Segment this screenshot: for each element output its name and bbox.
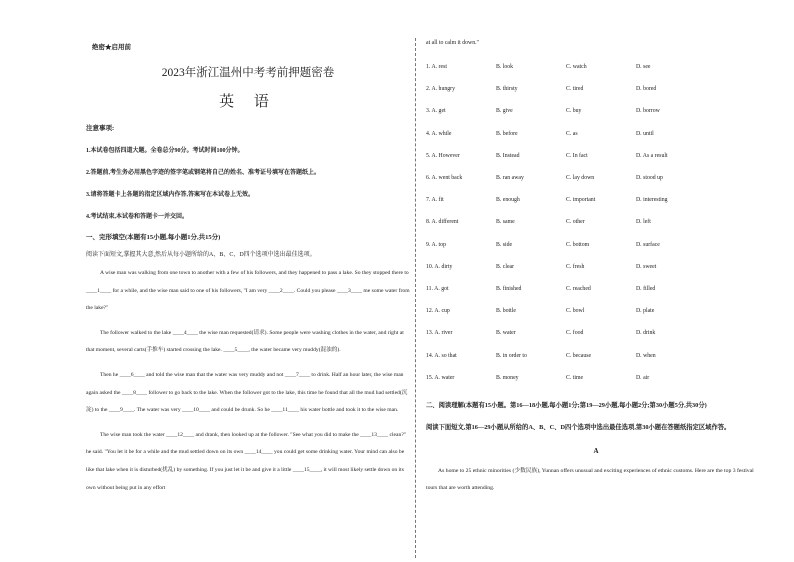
option-c: C. watch: [566, 64, 587, 71]
section2-heading: 二、阅读理解(本题有15小题。第16—18小题,每小题1分;第19—29小题,每小题2分;第30小题5分,共30分): [426, 401, 707, 409]
option-c: C. fresh: [566, 263, 585, 270]
option-row: [426, 300, 766, 322]
option-c: C. other: [566, 219, 585, 226]
notice-item-3: 3.请将答题卡上各题的指定区域内作答,答案写在本试卷上无效。: [86, 192, 255, 198]
option-b: B. finished: [496, 285, 522, 292]
exam-title: 2023年浙江温州中考考前押题密卷: [161, 67, 335, 79]
option-row: [426, 322, 766, 344]
option-b: B. side: [496, 241, 513, 248]
passage-letter: A: [593, 446, 599, 455]
option-b: B. clear: [496, 263, 515, 270]
option-c: C. lay down: [566, 175, 595, 182]
option-b: B. water: [496, 330, 516, 337]
option-row: [426, 56, 766, 78]
option-d: D. until: [636, 130, 654, 137]
option-c: C. bottom: [566, 241, 590, 248]
option-d: D. bored: [636, 86, 657, 93]
option-a: 1. A. rest: [426, 64, 447, 71]
option-a: 11. A. got: [426, 285, 449, 292]
option-c: C. time: [566, 374, 584, 381]
option-row: [426, 211, 766, 233]
left-column: [86, 38, 410, 497]
option-b: B. ran away: [496, 175, 524, 182]
option-a: 12. A. cup: [426, 308, 450, 315]
option-d: D. plate: [636, 308, 655, 315]
right-column: [426, 38, 766, 497]
option-b: B. money: [496, 374, 519, 381]
section1-heading: 一、完形填空(本题有15小题,每小题1分,共15分): [86, 234, 221, 241]
option-row: [426, 100, 766, 122]
option-row: [426, 367, 766, 389]
option-b: B. before: [496, 130, 518, 137]
option-a: 7. A. fit: [426, 197, 444, 204]
option-d: D. borrow: [636, 108, 660, 115]
option-d: D. surface: [636, 241, 660, 248]
option-c: C. tired: [566, 86, 584, 93]
option-a: 9. A. top: [426, 241, 446, 248]
option-b: B. bottle: [496, 308, 516, 315]
option-a: 6. A. went back: [426, 175, 463, 182]
option-row: [426, 189, 766, 211]
option-d: D. sweet: [636, 263, 657, 270]
option-d: D. As a result: [636, 152, 668, 159]
option-a: 4. A. while: [426, 130, 452, 137]
option-c: C. reached: [566, 285, 591, 292]
option-c: C. food: [566, 330, 584, 337]
option-b: B. Instead: [496, 152, 520, 159]
option-row: [426, 256, 766, 278]
option-row: [426, 123, 766, 145]
option-d: D. drink: [636, 330, 656, 337]
option-d: D. left: [636, 219, 651, 226]
option-row: [426, 78, 766, 100]
option-c: C. In fact: [566, 152, 588, 159]
option-b: B. look: [496, 64, 514, 71]
option-d: D. stood up: [636, 175, 663, 182]
notice-item-4: 4.考试结束,本试卷和答题卡一并交回。: [86, 214, 189, 220]
options-list: [426, 56, 766, 389]
option-c: C. bowl: [566, 308, 585, 315]
notice-item-2: 2.答题前,考生务必用黑色字迹的签字笔或钢笔将自己的姓名、准考证号填写在答题纸上。: [86, 170, 321, 176]
option-d: D. air: [636, 374, 650, 381]
option-a: 8. A. different: [426, 219, 459, 226]
secret-label: 绝密★启用前: [92, 44, 131, 51]
cloze-paragraph-4: The wise man took the water ____12____ and drank, then looked up at the follower. "See what you did to make the ____13____ clean?" he said. "You let it be for a while and the mud settled down on its own ____14____ you could get some drinking water. Your mind can also be like that lake when it is disturbed(扰乱) by something. If you just let it be and give it a little ____15____, it will most likely settle down on its own without being put in any effort: [86, 431, 407, 491]
option-a: 13. A. river: [426, 330, 453, 337]
cloze-paragraph-2: The follower walked to the lake ____4____ the wise man requested(请求). Some people were washing clothes in the water, and right at that moment, several carts(手推车) started crossing the lake. ____5____, the water became very muddy(混浊的).: [86, 329, 404, 354]
option-d: D. see: [636, 64, 651, 71]
option-a: 3. A. get: [426, 108, 446, 115]
option-a: 2. A. hungry: [426, 86, 455, 93]
option-a: 5. A. However: [426, 152, 460, 159]
cloze-continuation: at all to calm it down.": [426, 40, 479, 46]
section1-instruction: 阅读下面短文,掌握其大意,然后从每小题所给的A、B、C、D四个选项中选出最佳选项。: [86, 252, 316, 258]
option-b: B. thirsty: [496, 86, 518, 93]
option-b: B. give: [496, 108, 513, 115]
option-c: C. important: [566, 197, 596, 204]
cloze-paragraph-3: Then he ____6____ and told the wise man that the water was very muddy and not ____7____ to drink. Half an hour later, the wise man again asked the ____8____ follower to go back to the lake. When the follower got to the lake, this time he found that all the mud had settled(沉淀) to the ____9____. The water was very ____10____ and could be drunk. So he ____11____ his water bottle and took it to the wise man.: [86, 371, 408, 414]
subject-title: 英 语: [219, 94, 277, 110]
option-a: 14. A. so that: [426, 352, 457, 359]
option-row: [426, 234, 766, 256]
option-row: [426, 145, 766, 167]
option-b: B. enough: [496, 197, 520, 204]
cloze-paragraph-1: A wise man was walking from one town to another with a few of his followers, and they happened to pass a lake. So they stopped there to ____1____ for a while, and the wise man said to one of his followers, "I am very ____2____. Could you please ____3____ me some water from the lake?": [86, 270, 410, 312]
option-c: C. because: [566, 352, 592, 359]
notice-heading: 注意事项:: [86, 125, 115, 132]
option-d: D. filled: [636, 285, 656, 292]
option-c: C. as: [566, 130, 578, 137]
option-row: [426, 344, 766, 366]
option-d: D. when: [636, 352, 656, 359]
option-row: [426, 278, 766, 300]
option-a: 10. A. dirty: [426, 263, 453, 270]
notice-item-1: 1.本试卷包括四道大题。全卷总分90分。考试时间100分钟。: [86, 148, 244, 154]
option-b: B. in order to: [496, 352, 527, 359]
section2-instruction: 阅读下面短文,第16—29小题从所给的A、B、C、D四个选项中选出最佳选项,第30小题在答题纸指定区域作答。: [426, 423, 731, 431]
option-b: B. same: [496, 219, 515, 226]
option-c: C. buy: [566, 108, 582, 115]
passage-paragraph: As home to 25 ethnic minorities (少数民族), Yunnan offers unusual and exciting experiences of ethnic customs. Here are the top 3 festival tours that are worth attending.: [426, 467, 754, 491]
option-row: [426, 167, 766, 189]
option-a: 15. A. water: [426, 374, 455, 381]
option-d: D. interesting: [636, 197, 668, 204]
column-divider: [415, 38, 416, 558]
